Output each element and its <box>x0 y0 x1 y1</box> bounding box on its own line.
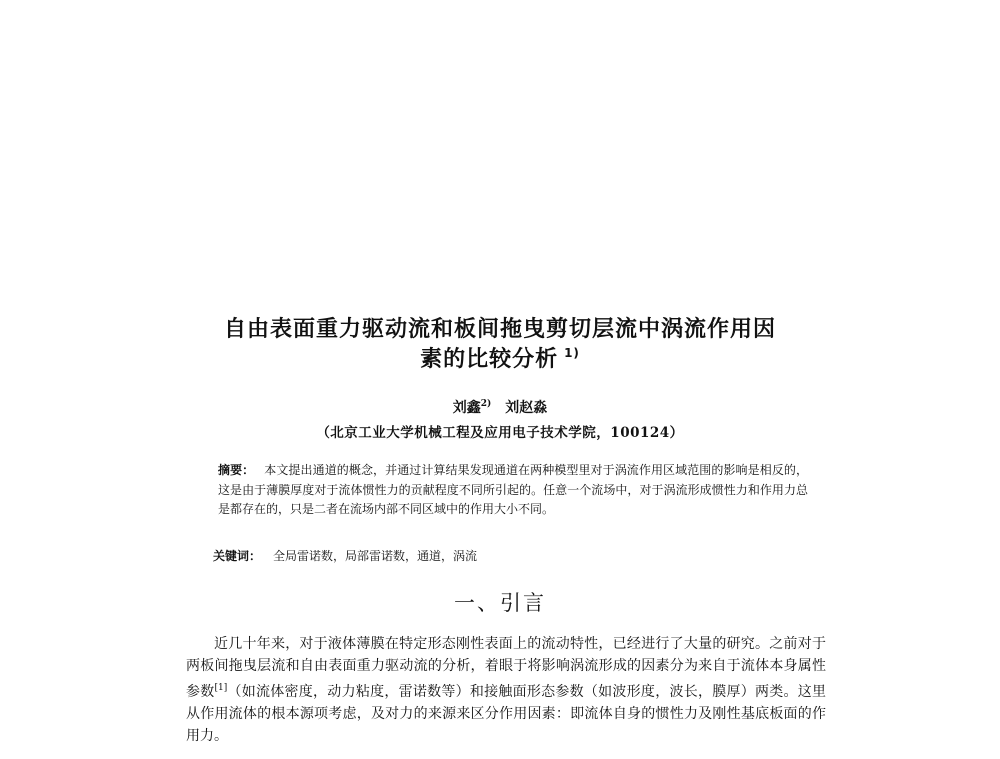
title-text-2: 素的比较分析 <box>420 347 559 372</box>
citation-ref: [1] <box>214 683 228 693</box>
abstract-label: 摘要： <box>218 463 255 477</box>
keywords-label: 关键词： <box>213 549 262 563</box>
abstract <box>218 461 808 520</box>
keywords <box>213 547 813 564</box>
intro-part-1: 近几十年来，对于液体薄膜在特定形态刚性表面上的流动特性，已经进行了大量的研究。之前对于两板间拖曳层流和自由表面重力驱动流的分析，着眼于将影响涡流形成的因素分为来自于流体本身属性参数 <box>186 636 826 700</box>
author-2: 刘赵淼 <box>505 400 548 416</box>
affiliation: （北京工业大学机械工程及应用电子技术学院，100124） <box>316 425 684 441</box>
author-1: 刘鑫 <box>452 400 481 416</box>
keywords-text: 全局雷诺数，局部雷诺数，通道，涡流 <box>273 549 478 563</box>
section-heading: 一、引言 <box>454 591 546 615</box>
title-text-1: 自由表面重力驱动流和板间拖曳剪切层流中涡流作用因 <box>223 317 776 342</box>
paper-title-line-2 <box>150 342 850 373</box>
paper-title-line-1 <box>150 312 850 343</box>
abstract-text: 本文提出通道的概念，并通过计算结果发现通道在两种模型里对于涡流作用区域范围的影响是相反的，这是由于薄膜厚度对于流体惯性力的贡献程度不同所引起的。任意一个流场中，对于涡流形成惯性力和作用力总是都存在的，只是二者在流场内部不同区域中的作用大小不同。 <box>218 463 808 516</box>
intro-part-2: （如流体密度，动力粘度，雷诺数等）和接触面形态参数（如波形度，波长，膜厚）两类。这里从作用流体的根本源项考虑，及对力的来源来区分作用因素：即流体自身的惯性力及刚性基底板面的作用力。 <box>186 684 827 744</box>
title-footnote-marker: 1) <box>564 346 580 360</box>
author-1-footnote-marker: 2) <box>480 399 492 409</box>
author-line <box>0 397 1000 417</box>
body-text <box>186 633 826 747</box>
intro-paragraph <box>186 633 826 747</box>
